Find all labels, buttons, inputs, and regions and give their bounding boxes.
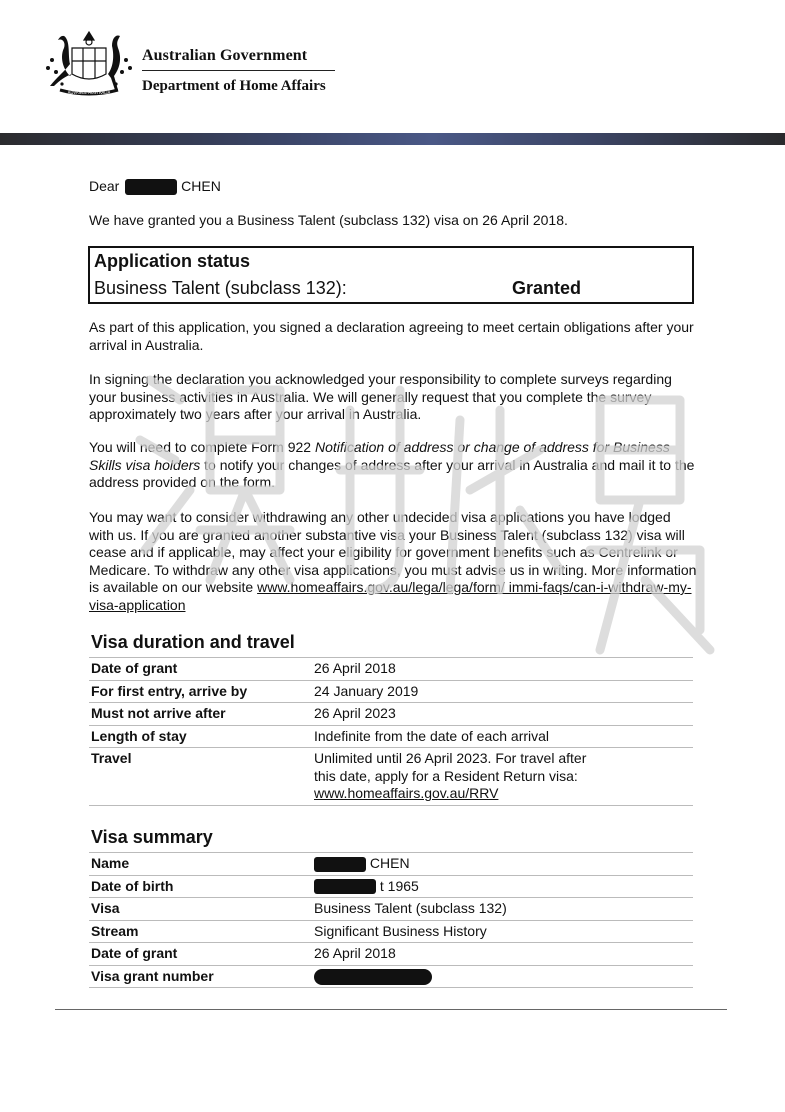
paragraph-surveys: In signing the declaration you acknowledged your responsibility to complete surveys regarding your business activities in Australia. We will generally request that you complete the survey approximately two years after your arrival in Australia. [89,371,672,422]
row-value: 24 January 2019 [314,682,419,699]
status-value: Granted [512,278,582,298]
row-value: Indefinite from the date of each arrival [314,727,550,744]
row-value: Business Talent (subclass 132) [314,900,507,916]
row-key: Stream [91,922,139,939]
table-row [89,943,693,966]
coat-of-arms-icon [42,28,136,98]
table-row [89,876,693,899]
government-name: Australian Government [142,47,308,64]
paragraph-obligations: As part of this application, you signed a declaration agreeing to meet certain obligations after your arrival in Australia. [89,319,694,353]
header-band [0,133,785,145]
svg-text:ADVANCE AUSTRALIA: ADVANCE AUSTRALIA [67,90,111,95]
summary-surname: CHEN [369,855,410,871]
department-name: Department of Home Affairs [142,78,326,94]
row-value [314,876,693,898]
row-value: Significant Business History [314,922,487,939]
table-row [89,748,693,806]
row-key: Name [91,855,130,871]
salutation-prefix: Dear [89,178,120,194]
row-key: For first entry, arrive by [91,682,248,699]
intro-paragraph: We have granted you a Business Talent (subclass 132) visa on 26 April 2018. [89,212,568,228]
table-row [89,703,693,726]
footer-rule [55,1009,727,1010]
application-status-box [88,246,694,304]
duration-section-title: Visa duration and travel [91,632,295,652]
status-label: Business Talent (subclass 132): [94,278,347,298]
row-key: Length of stay [91,727,187,744]
row-value: 26 April 2023 [314,705,396,721]
row-value: 26 April 2018 [314,945,396,961]
row-key: Date of grant [91,945,178,961]
salutation-surname: CHEN [181,178,221,194]
row-key: Must not arrive after [91,705,226,721]
row-value: 26 April 2018 [314,660,396,676]
rrv-link[interactable]: www.homeaffairs.gov.au/RRV [314,785,499,801]
table-row [89,658,693,681]
table-row [89,681,693,704]
letterhead [0,0,785,133]
row-value [314,853,693,875]
row-key: Date of grant [91,660,178,676]
summary-table [89,852,693,988]
row-value [314,966,693,988]
row-value [314,748,693,805]
table-row [89,921,693,944]
header-rule [142,70,335,71]
status-title: Application status [94,251,251,271]
salutation [89,178,697,196]
withdraw-text: You may want to consider withdrawing any other undecided visa applications you have lodged with us. If you are granted another substantive visa your Business Talent (subclass 132) visa will cease and if applicable, may affect your eligibility for government benefits such as Centrelink or Medicare. To withdraw any other visa applications, you must advise us in writing. More information is available on our website [89,509,697,595]
row-key: Date of birth [91,877,174,894]
withdraw-link[interactable]: www.homeaffairs.gov.au/lega/lega/form/ immi-faqs/can-i-withdraw-my-visa-application [89,579,692,613]
table-row [89,726,693,749]
row-key: Visa grant number [91,967,214,984]
form-922-title: Notification of address or change of address for Business Skills visa holders [89,439,670,473]
summary-birth-year: t 1965 [379,877,419,894]
paragraph-form-922 [89,439,697,492]
table-row [89,853,693,876]
duration-table [89,657,693,806]
form-922-text-a: You will need to complete Form 922 [89,439,315,455]
summary-section-title: Visa summary [91,827,213,847]
paragraph-withdraw [89,509,697,614]
table-row [89,966,693,989]
redacted-given-name [314,857,366,872]
row-key: Visa [91,900,120,916]
form-922-text-b: to notify your changes of address after your arrival in Australia and mail it to the address provided on the form. [89,456,695,490]
redacted-grant-number [314,969,432,985]
redacted-given-name [125,179,177,195]
travel-text: Unlimited until 26 April 2023. For travel after this date, apply for a Resident Return visa: [314,750,587,784]
redacted-birth-date [314,879,376,894]
table-row [89,898,693,921]
row-key: Travel [91,750,132,766]
